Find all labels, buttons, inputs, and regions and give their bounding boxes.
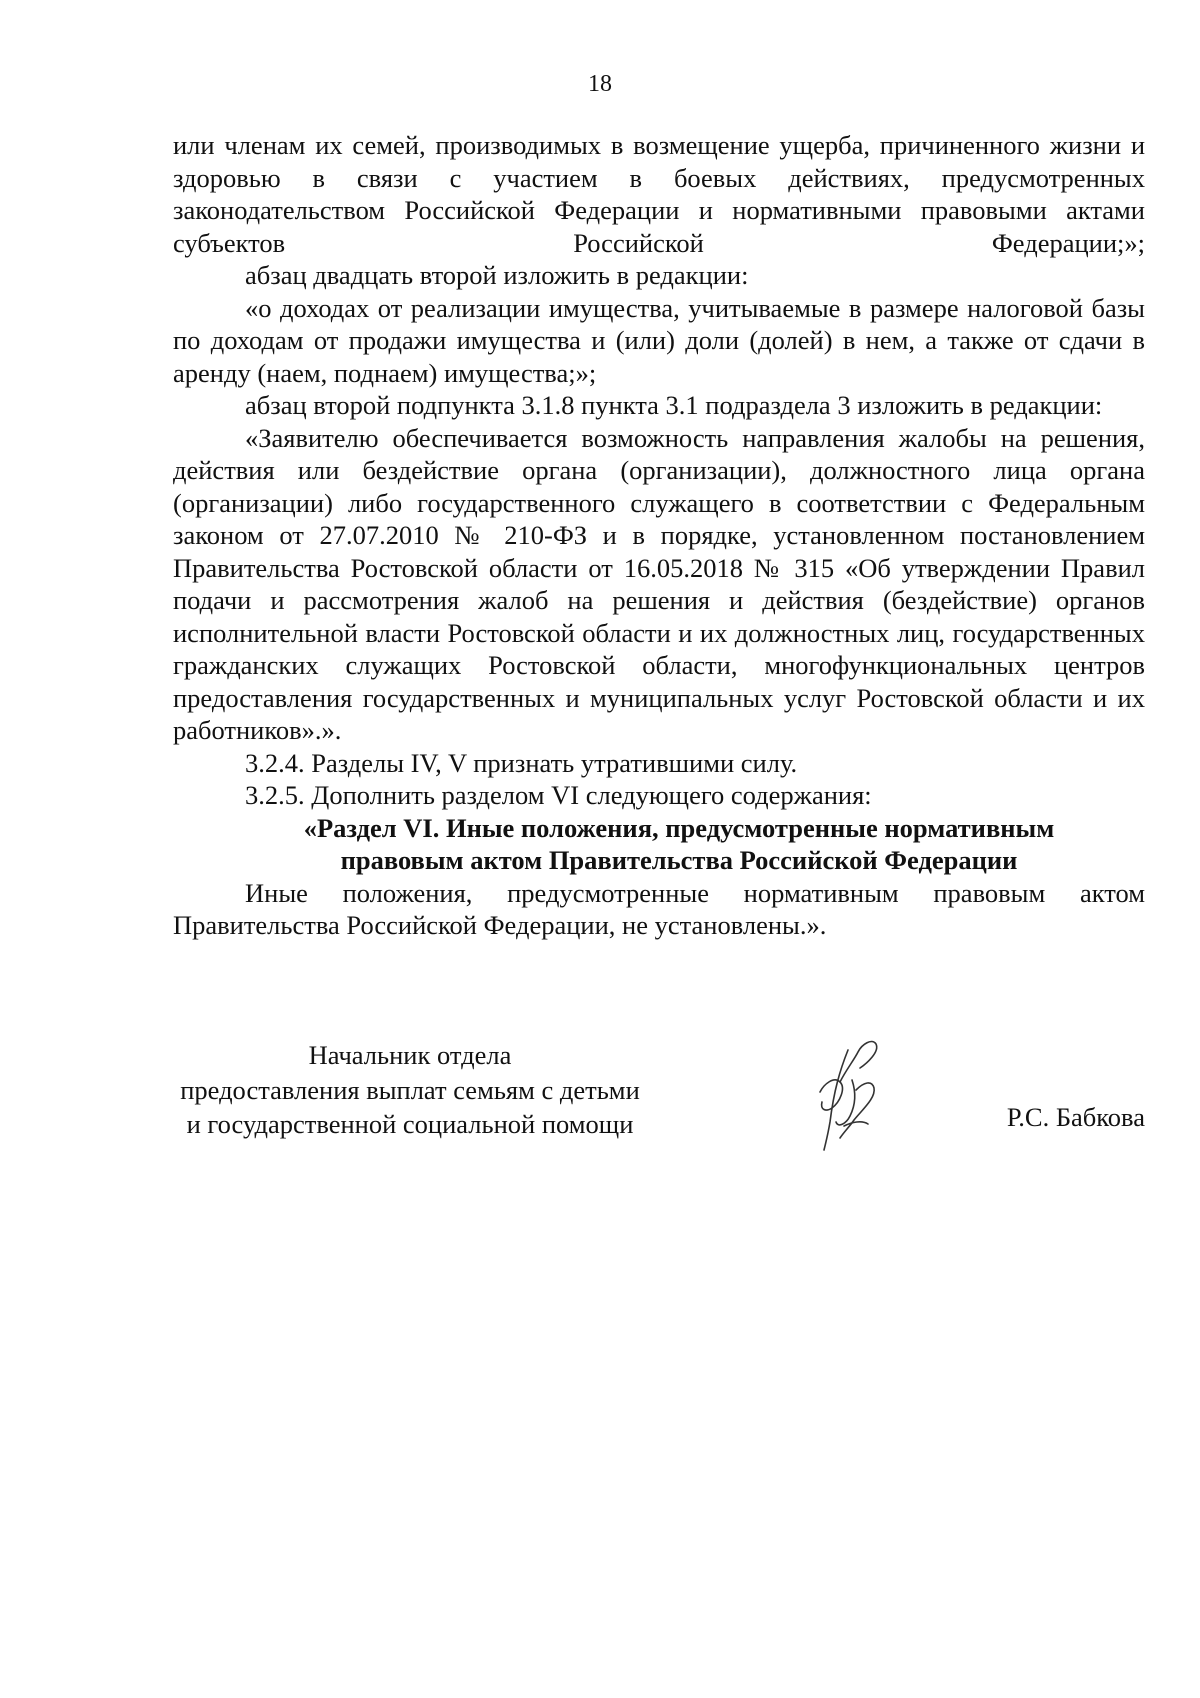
paragraph-complaint-text: «Заявителю обеспечивается возможность направления жалобы на решения, действия или бездействие органа (организации), должностного лица органа (организации) либо государственного служащего в соответствии с Федеральным законом от 27.07.2010 № 210-ФЗ и в порядке, установленном постановлением Правительства Ростовской области от 16.05.2018 № 315 «Об утверждении Правил подачи и рассмотрения жалоб на решения и действия (бездействие) органов исполнительной власти Ростовской области и их должностных лиц, государственных гражданских служащих Ростовской области, многофункциональных центров предоставления государственных и муниципальных услуг Ростовской области и их работников».».: [173, 422, 1145, 745]
page-number: 18: [588, 71, 612, 97]
section-heading: [173, 812, 1145, 877]
paragraph-income-text: «о доходах от реализации имущества, учитываемые в размере налоговой базы по доходам от продажи имущества и (или) доли (долей) в нем, а также от сдачи в аренду (наем, поднаем) имущества;»;: [173, 292, 1145, 388]
signer-position: [150, 1038, 670, 1142]
section-heading-line1: «Раздел VI. Иные положения, предусмотренные нормативным: [303, 812, 1055, 843]
paragraph-sections-repealed: 3.2.4. Разделы IV, V признать утратившими силу.: [245, 747, 798, 778]
paragraph-continuation: или членам их семей, производимых в возмещение ущерба, причиненного жизни и здоровью в связи с участием в боевых действиях, предусмотренных законодательством Российской Федерации и нормативными правовыми актами субъектов Российской Федерации;»;: [173, 130, 1145, 258]
signer-position-line2: предоставления выплат семьям с детьми: [180, 1074, 640, 1105]
signer-position-line1: Начальник отдела: [308, 1040, 512, 1070]
signer-position-line3: и государственной социальной помощи: [186, 1109, 634, 1139]
section-heading-line2: правовым актом Правительства Российской Федерации: [340, 845, 1018, 875]
paragraph-add-section: 3.2.5. Дополнить разделом VI следующего содержания:: [245, 780, 872, 810]
document-body: [173, 129, 1145, 942]
paragraph-other-provisions: Иные положения, предусмотренные нормативным правовым актом Правительства Российской Федерации, не установлены.».: [173, 877, 1145, 940]
signer-name: Р.С. Бабкова: [1006, 1102, 1145, 1132]
paragraph-subitem-intro: абзац второй подпункта 3.1.8 пункта 3.1 подраздела 3 изложить в редакции:: [245, 390, 1103, 420]
paragraph-amendment-intro: абзац двадцать второй изложить в редакции:: [245, 260, 749, 290]
handwritten-signature: [800, 1030, 890, 1160]
